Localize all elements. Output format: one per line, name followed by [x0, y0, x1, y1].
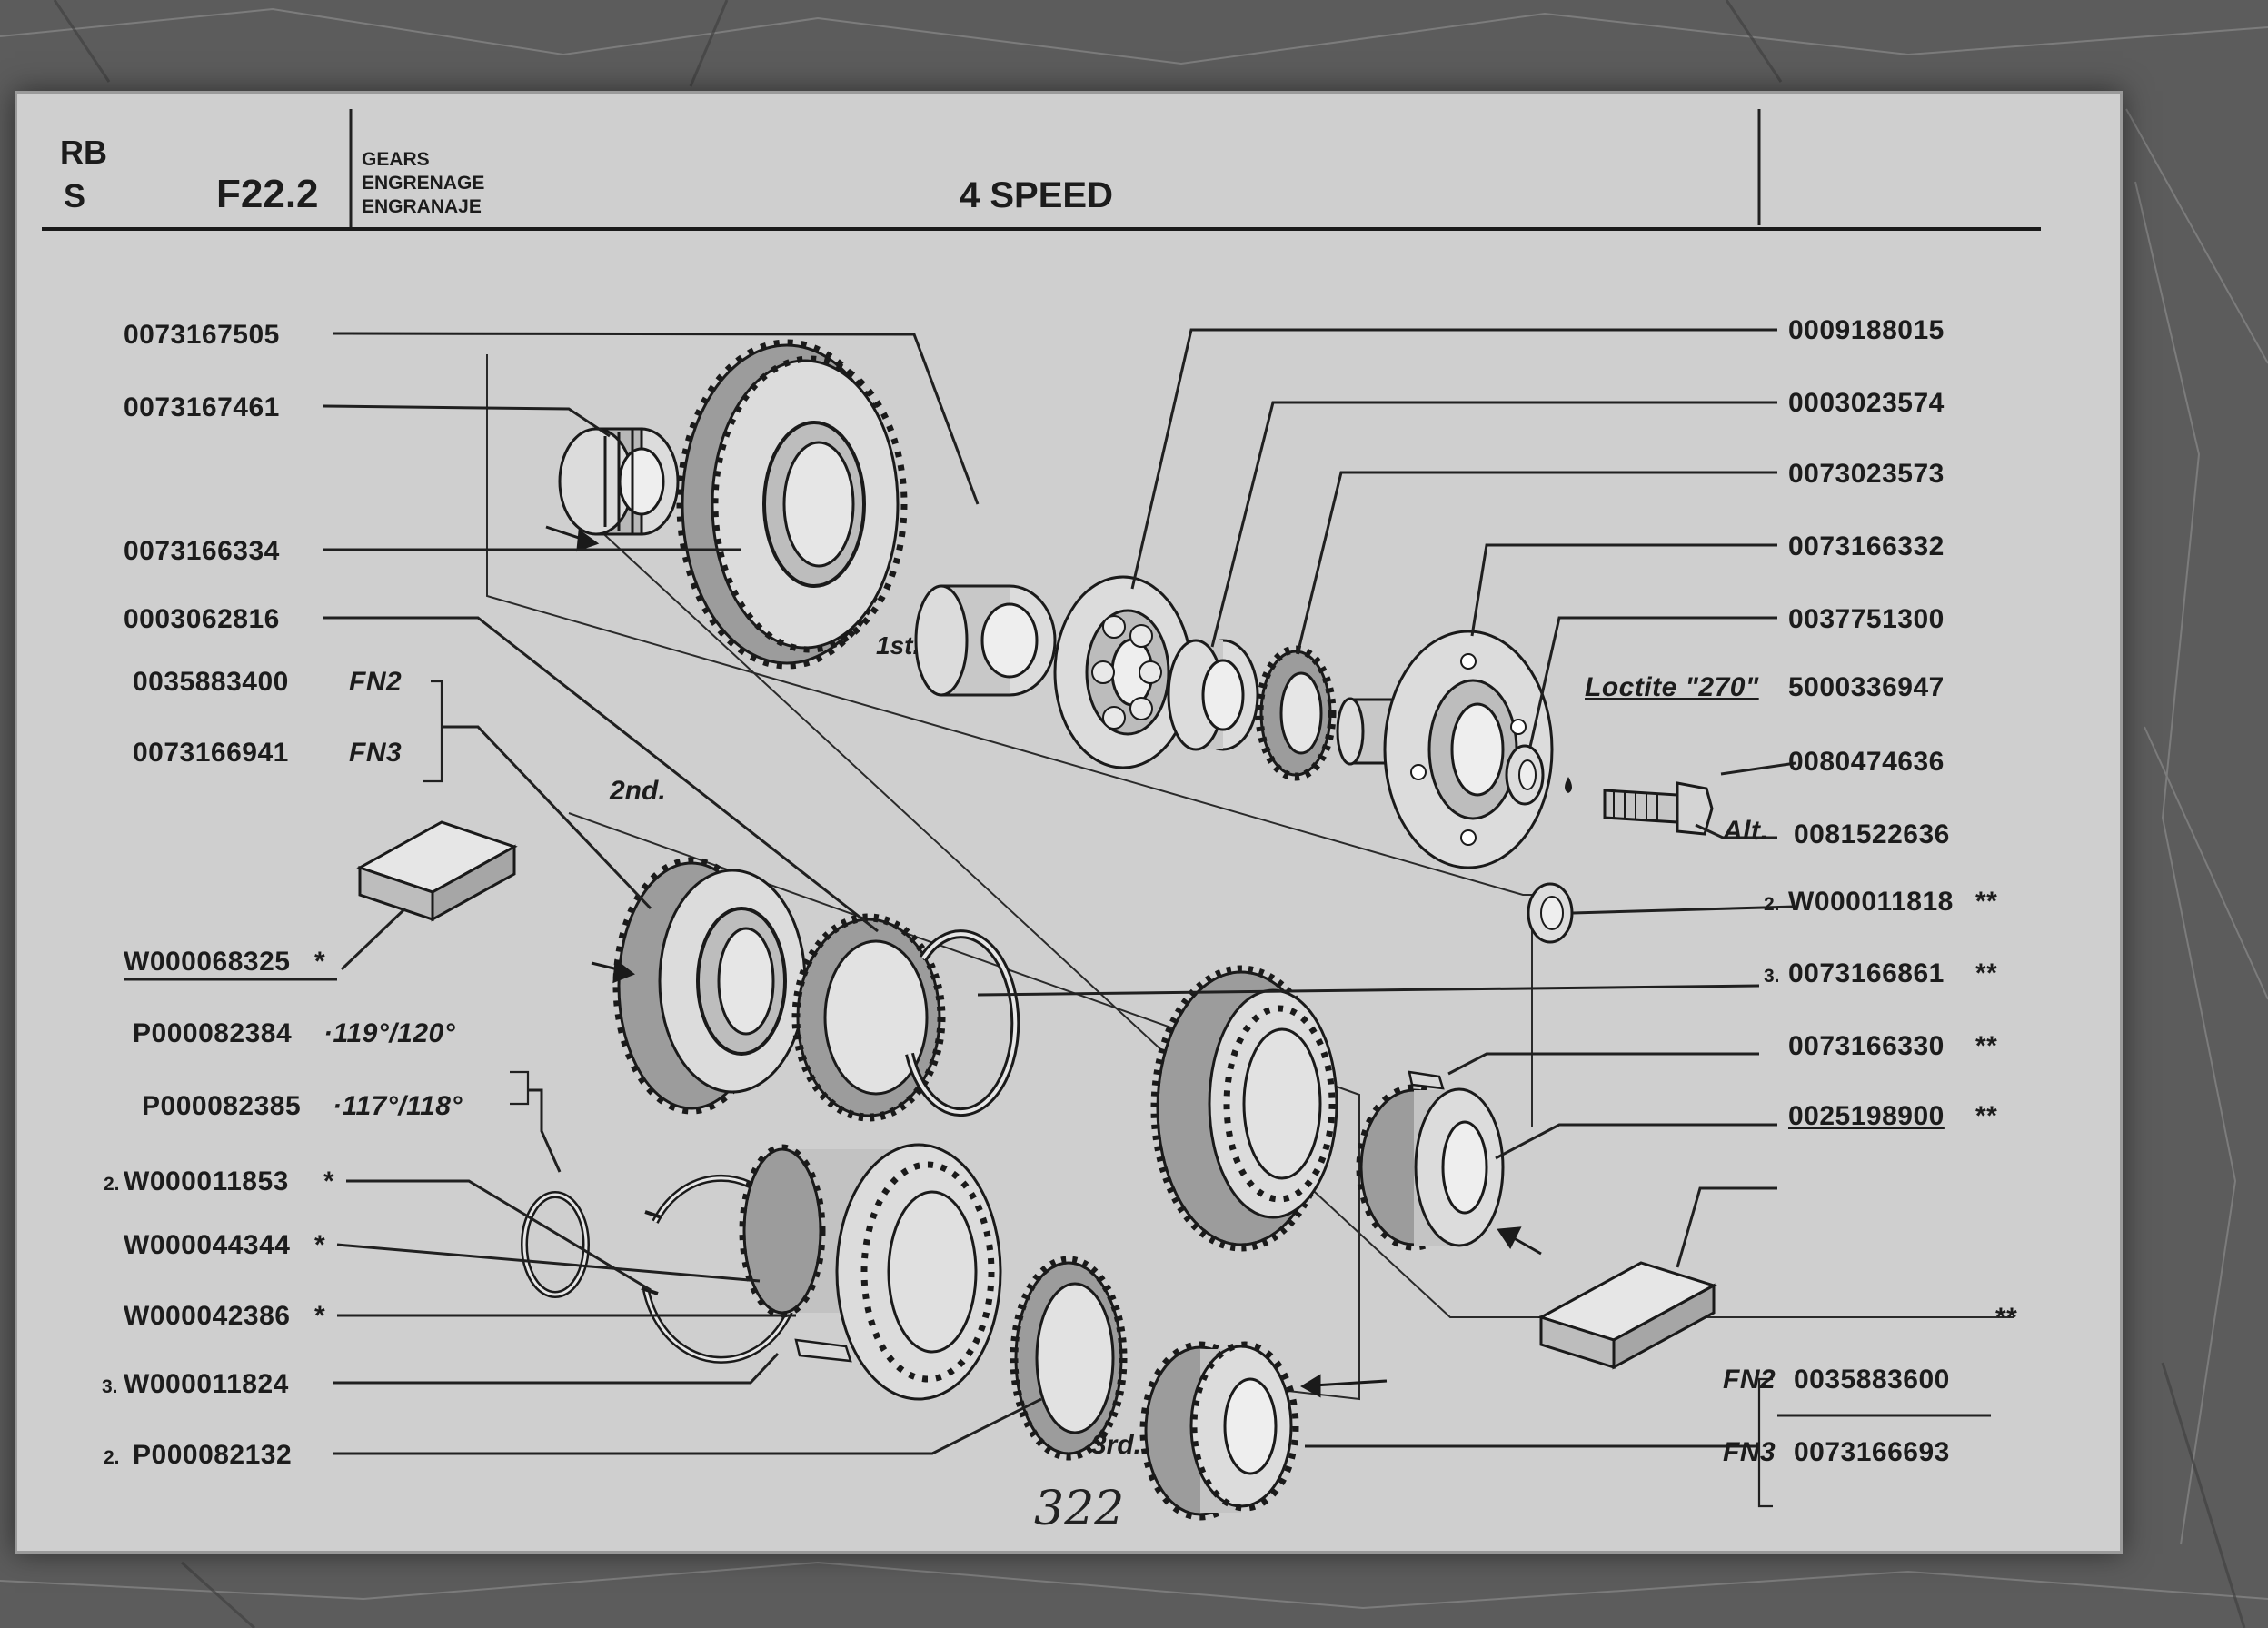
third-fourth-gear-hub — [1155, 969, 1337, 1247]
callout-0073166941: 0073166941 — [133, 738, 289, 768]
callout-0073023573: 0073023573 — [1788, 459, 1945, 489]
synchro-key-bottom — [796, 1340, 850, 1361]
threaded-nut — [1259, 650, 1332, 777]
callout-w000011853-prefix: 2. — [104, 1174, 120, 1195]
needle-bearing-top — [560, 429, 678, 534]
synchro-hub-right — [1359, 1087, 1503, 1247]
lang-code-s: S — [64, 177, 86, 214]
callout-double-star: ** — [1995, 1303, 2018, 1333]
callout-0073167505: 0073167505 — [124, 320, 280, 350]
loctite-drop-icon — [1565, 777, 1572, 793]
callout-p000082384: P000082384 — [133, 1018, 293, 1048]
callout-0073166861: 0073166861 — [1788, 958, 1945, 988]
callout-0037751300: 0037751300 — [1788, 604, 1945, 634]
callout-0073166861-prefix: 3. — [1764, 966, 1780, 987]
parts-diagram-sheet — [15, 91, 2123, 1554]
callout-w000042386: W000042386 — [124, 1301, 291, 1331]
sliding-sleeve — [742, 1145, 1000, 1399]
callout-w000044344: W000044344 — [124, 1230, 291, 1260]
callout-0073166330-suffix: ** — [1975, 1031, 1998, 1061]
inner-race — [1169, 640, 1258, 749]
callout-0073166332: 0073166332 — [1788, 531, 1945, 561]
second-gear — [616, 860, 805, 1111]
callout-w000044344-suffix: * — [314, 1230, 326, 1260]
third-gear — [1143, 1345, 1296, 1517]
section-code: F22.2 — [216, 172, 319, 216]
callout-p000082132: P000082132 — [133, 1440, 293, 1470]
callout-0073166330: 0073166330 — [1788, 1031, 1945, 1061]
callout-p000082384-note: ·119°/120° — [323, 1018, 456, 1048]
callout-w000011824: W000011824 — [124, 1369, 289, 1399]
callout-0003023574: 0003023574 — [1788, 388, 1945, 418]
page-title: 4 SPEED — [960, 175, 1113, 215]
exploded-gear-diagram — [15, 91, 2123, 1554]
callout-0035883600: 0035883600 — [1794, 1365, 1950, 1395]
page-number: 322 — [1034, 1482, 1125, 1536]
alt-washer — [1528, 884, 1572, 942]
callout-fn3-right-note: FN3 — [1723, 1437, 1776, 1467]
callout-fn2-note: FN2 — [349, 667, 403, 697]
callout-0073167461: 0073167461 — [124, 392, 280, 422]
right-leader-lines — [978, 330, 1991, 1506]
spacer-sleeve — [916, 586, 1055, 695]
header-block — [42, 109, 2041, 231]
callout-p000082385-note: ·117°/118° — [333, 1091, 463, 1121]
parts-box-left — [360, 822, 514, 919]
callout-fn2-right-note: FN2 — [1723, 1365, 1776, 1395]
callout-0035883400: 0035883400 — [133, 667, 289, 697]
callout-0080474636: 0080474636 — [1788, 747, 1945, 777]
gear-label-2nd: 2nd. — [610, 776, 666, 806]
callout-0073166334: 0073166334 — [124, 536, 280, 566]
callout-w000011818-suffix: ** — [1975, 887, 1998, 917]
lang-code-rb: RB — [60, 134, 107, 171]
callout-w000068325: W000068325 — [124, 947, 291, 977]
first-gear — [680, 342, 904, 666]
callout-w000011853-suffix: * — [323, 1166, 335, 1196]
callout-w000011853: W000011853 — [124, 1166, 289, 1196]
parts-box-right — [1541, 1263, 1714, 1367]
callout-w000042386-suffix: * — [314, 1301, 326, 1331]
callout-p000082385: P000082385 — [142, 1091, 302, 1121]
callout-0009188015: 0009188015 — [1788, 315, 1945, 345]
callout-0073166693: 0073166693 — [1794, 1437, 1950, 1467]
callout-w000068325-suffix: * — [314, 947, 326, 977]
gear-label-1st: 1st. — [876, 631, 920, 660]
sealing-washer — [1507, 746, 1572, 804]
callout-w000011818: W000011818 — [1788, 887, 1954, 917]
group-name-en: GEARS — [362, 149, 430, 170]
group-name-es: ENGRANAJE — [362, 196, 482, 217]
callout-p000082132-prefix: 2. — [104, 1447, 120, 1468]
callout-alt-note: Alt. — [1723, 816, 1769, 846]
callout-w000011824-prefix: 3. — [102, 1376, 118, 1397]
callout-0081522636: 0081522636 — [1794, 819, 1950, 849]
callout-0025198900: 0025198900 — [1788, 1101, 1945, 1131]
synchro-ring-3rd — [1014, 1260, 1123, 1456]
callout-loctite-note: Loctite "270" — [1585, 672, 1759, 702]
callout-0003062816: 0003062816 — [124, 604, 280, 634]
synchro-key-right — [1409, 1072, 1443, 1088]
callout-fn3-note: FN3 — [349, 738, 403, 768]
callout-5000336947: 5000336947 — [1788, 672, 1945, 702]
callout-w000011818-prefix: 2. — [1764, 894, 1780, 915]
callout-0073166861-suffix: ** — [1975, 958, 1998, 988]
gear-label-3rd: 3rd. — [1091, 1430, 1142, 1460]
group-name-fr: ENGRENAGE — [362, 173, 485, 194]
callout-0025198900-suffix: ** — [1975, 1101, 1998, 1131]
